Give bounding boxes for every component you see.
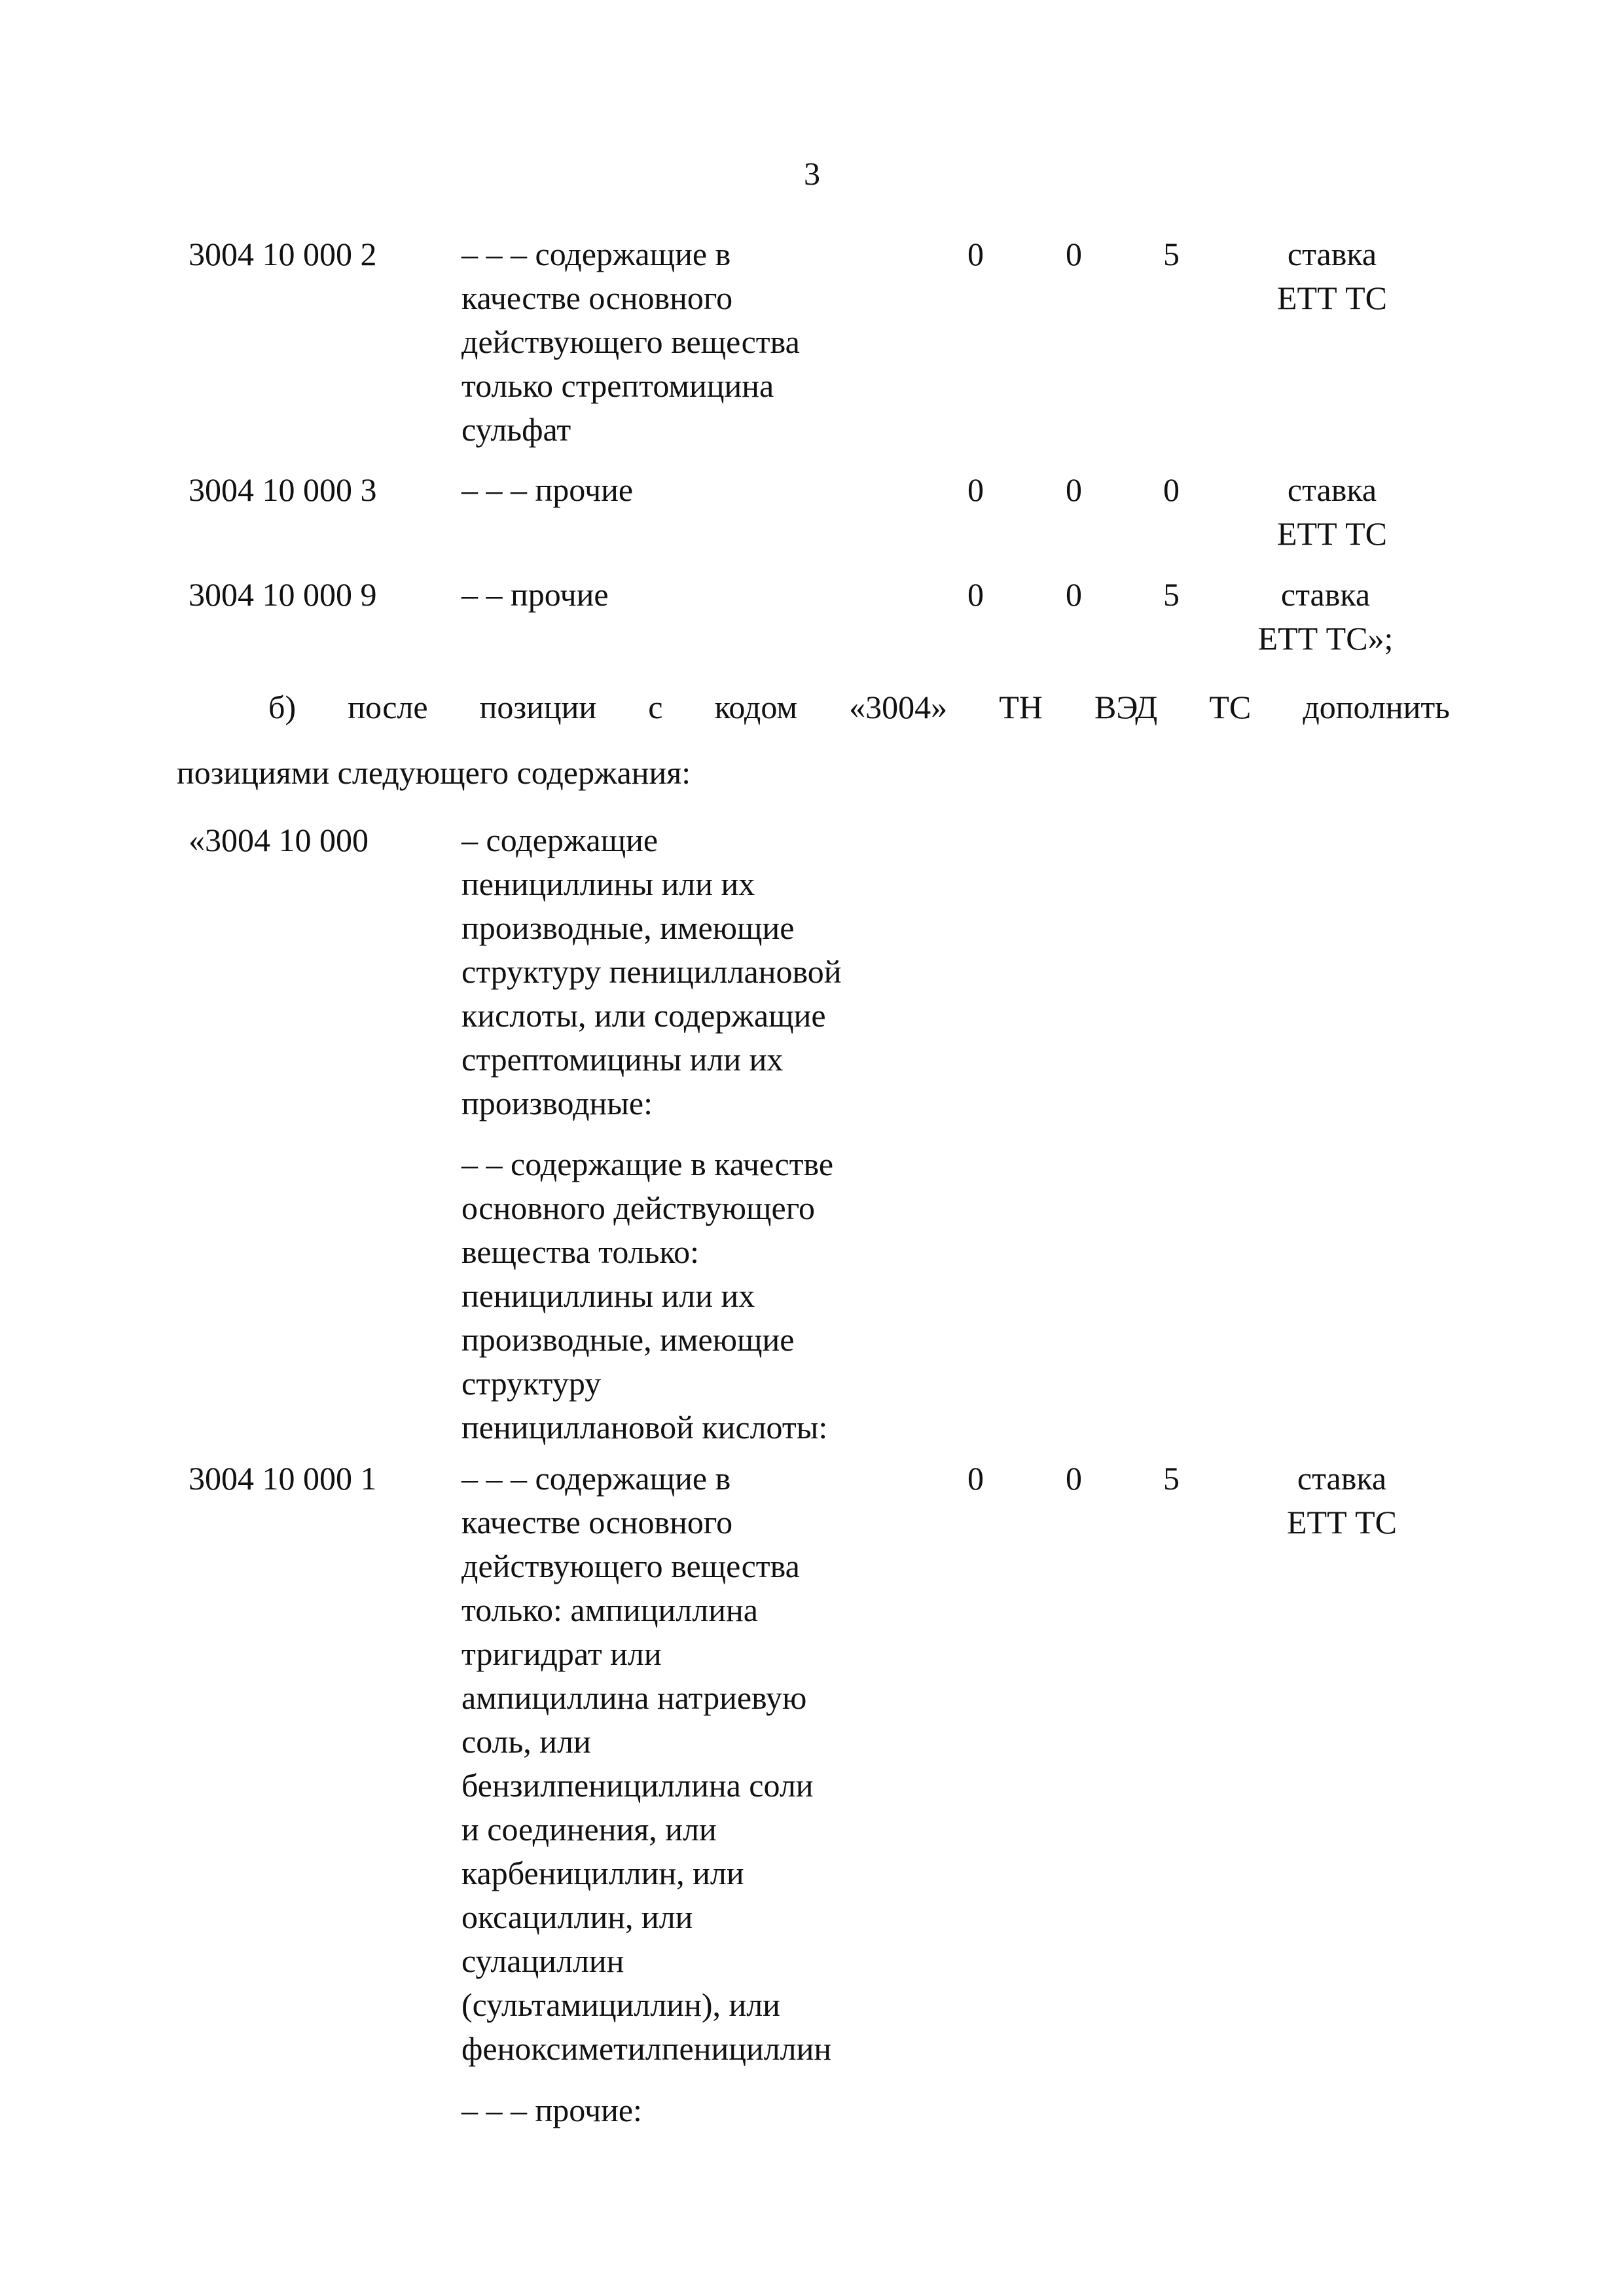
value-col-3: 5 (1163, 1460, 1180, 1497)
rate-cell (1257, 468, 1407, 556)
tariff-code: 3004 10 000 3 (189, 471, 377, 508)
desc-line: (сультамициллин), или (461, 1986, 780, 2023)
rate-cell (1267, 1457, 1417, 1544)
desc-line: оксациллин, или (461, 1899, 693, 1935)
rate-cell (1244, 573, 1407, 661)
desc-line: производные: (461, 1085, 653, 1121)
desc-line: и соединения, или (461, 1811, 717, 1848)
paragraph-text: б) после позиции с кодом «3004» ТН ВЭД ТС дополнить (268, 689, 1450, 725)
tariff-code: 3004 10 000 1 (189, 1460, 377, 1497)
value-col-1: 0 (967, 471, 984, 508)
desc-line: – – – прочие: (461, 2092, 642, 2128)
value-col-2: 0 (1066, 1460, 1082, 1497)
desc-line: кислоты, или содержащие (461, 997, 826, 1034)
desc-line: – – – содержащие в (461, 1460, 731, 1497)
desc-line: производные, имеющие (461, 909, 795, 946)
desc-line: феноксиметилпенициллин (461, 2030, 832, 2067)
paragraph-line-1 (177, 671, 1450, 743)
desc-line: – – – прочие (461, 471, 634, 508)
desc-line: только: ампициллина (461, 1592, 758, 1628)
item-description (461, 232, 933, 452)
desc-line: тригидрат или (461, 1635, 662, 1672)
tariff-code: 3004 10 000 2 (189, 236, 377, 272)
value-col-1: 0 (967, 236, 984, 272)
desc-line: карбенициллин, или (461, 1855, 744, 1891)
desc-line: качестве основного (461, 280, 733, 316)
desc-line: сулациллин (461, 1942, 624, 1979)
value-col-2: 0 (1066, 576, 1082, 613)
desc-line: действующего вещества (461, 323, 800, 360)
tariff-code: 3004 10 000 9 (189, 576, 377, 613)
rate-line: ставка (1287, 236, 1377, 272)
value-col-1: 0 (967, 1460, 984, 1497)
desc-line: основного действующего (461, 1190, 815, 1226)
desc-line: пенициллины или их (461, 1277, 755, 1314)
value-col-2: 0 (1066, 236, 1082, 272)
rate-line: ЕТТ ТС (1276, 515, 1388, 552)
rate-line: ставка (1280, 576, 1371, 613)
desc-line: производные, имеющие (461, 1321, 795, 1358)
value-col-3: 5 (1163, 236, 1180, 272)
tariff-code: «3004 10 000 (189, 822, 369, 858)
value-col-1: 0 (967, 576, 984, 613)
item-description (461, 818, 933, 1125)
value-col-3: 5 (1163, 576, 1180, 613)
desc-line: качестве основного (461, 1504, 733, 1540)
desc-line: действующего вещества (461, 1548, 800, 1584)
rate-line: ставка (1297, 1460, 1387, 1497)
value-col-2: 0 (1066, 471, 1082, 508)
desc-line: пенициллановой кислоты: (461, 1409, 828, 1446)
desc-line: вещества только: (461, 1233, 700, 1270)
item-description (461, 573, 933, 617)
desc-line: структуру пенициллановой (461, 953, 842, 990)
desc-line: только стрептомицина (461, 367, 774, 404)
desc-line: ампициллина натриевую (461, 1679, 807, 1716)
rate-line: ЕТТ ТС»; (1257, 620, 1394, 657)
rate-line: ставка (1287, 471, 1377, 508)
desc-line: – – – содержащие в (461, 236, 731, 272)
item-description (461, 2088, 933, 2132)
desc-line: – – содержащие в качестве (461, 1146, 834, 1182)
item-description (461, 1457, 933, 2071)
item-description (461, 1142, 933, 1449)
desc-line: пенициллины или их (461, 866, 755, 902)
rate-cell (1257, 232, 1407, 320)
page-number: 3 (804, 155, 820, 192)
rate-line: ЕТТ ТС (1276, 280, 1388, 316)
desc-line: – содержащие (461, 822, 659, 858)
value-col-3: 0 (1163, 471, 1180, 508)
desc-line: бензилпенициллина соли (461, 1767, 814, 1804)
desc-line: сульфат (461, 411, 571, 448)
desc-line: структуру (461, 1365, 602, 1402)
desc-line: стрептомицины или их (461, 1041, 784, 1078)
desc-line: – – прочие (461, 576, 609, 613)
rate-line: ЕТТ ТС (1286, 1504, 1398, 1540)
paragraph-line-2: позициями следующего содержания: (177, 754, 691, 791)
desc-line: соль, или (461, 1723, 591, 1760)
item-description (461, 468, 933, 512)
